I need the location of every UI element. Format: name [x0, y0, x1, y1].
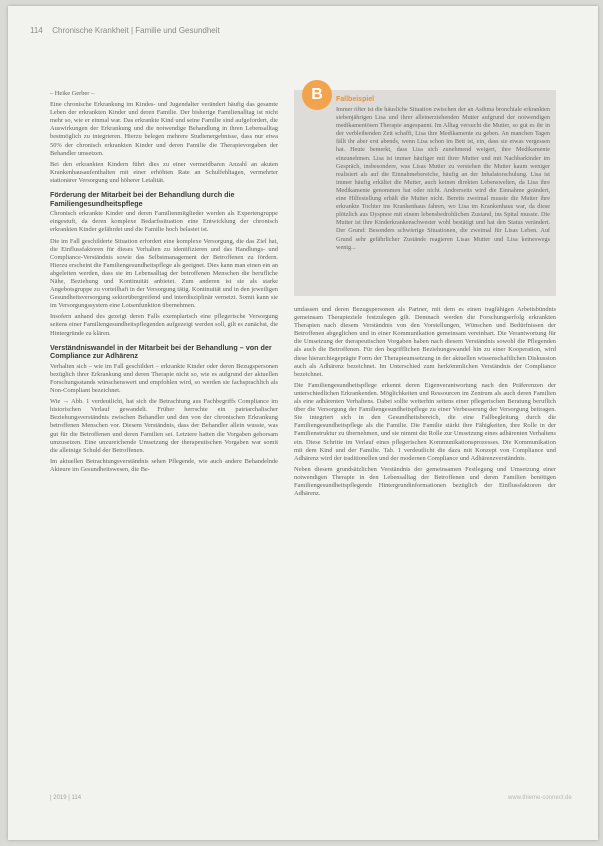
running-header — [30, 26, 220, 35]
case-study-box — [294, 90, 556, 296]
case-study-title: Fallbeispiel — [336, 96, 375, 103]
body-paragraph: Neben diesem grundsätzlichen Verständnis der gemeinsamen Festlegung und Umsetzung einer notwendigen Therapie in den Lebensalltag der Betroffenen und deren Familien benötigen Familiengesundheitspflegende Hintergrundinformationen bezüglich der Einflussfaktoren der Adhärenz. — [294, 465, 556, 498]
body-paragraph: Bei den erkrankten Kindern führt dies zu einer vermeidbaren Anzahl an akuten Krankenhausaufenthalten mit einer erhöhten Rate an Schulfehltagen, vermehrter stationärer Versorgung und höherer Letalität. — [50, 160, 278, 184]
section-heading: Förderung der Mitarbeit bei der Behandlung durch die Familiengesundheitspflege — [50, 190, 235, 208]
body-paragraph: Die Familiengesundheitspflege erkennt deren Eigenverantwortung nach den Präferenzen der unterschiedlichen Erkrankenden. Möglichkeiten und Ressourcen im Zentrum als auch deren Familien als eine adhärenten Verhaltens. Dabei sollte weiterhin seitens einer pflegerischen Beratung beruflich über die Versorgung der Familiengesundheitspflege zu einer Verbesserung der Versorgung beitragen. Sie integriert sich in den Gesundheitsbereich, die eine Fallbegleitung durch die Familiengesundheitspflege als die Familie. Die Familie stärkt ihre Fähigkeiten, ihre Rolle in der Familienstruktur zu übernehmen, und sie nimmt die Rolle zur Umsetzung eines adhärenten Verhaltens ein. Diese Schritte im Verlauf eines pflegerischen Kommunikationsprozesses. Die Kommunikation mit dem Kind und der Familie. Tab. 1 verdeutlicht die dazu mit Konzept von Compliance und Adhärenz wird der traditionellen und der modernen Compliance und Adhärenzverständnis. — [294, 381, 556, 462]
running-title: Chronische Krankheit | Familie und Gesundheit — [52, 26, 220, 35]
footer-right: www.thieme-connect.de — [508, 795, 572, 801]
section-heading: Verständniswandel in der Mitarbeit bei der Behandlung – von der Compliance zur Adhärenz — [50, 342, 272, 361]
body-paragraph: Wie → Abb. 1 verdeutlicht, hat sich die Betrachtung aus Fachbegriffs Compliance im historischen Verlauf gewandelt. Früher herrschte ein patriarchalischer Beziehungsverständnis zwischen Behandler und den von der chronischen Erkrankung betroffenen Menschen vor. Diesem Verständnis, dass der Behandler allein wusste, was gut für die Betroffenen und deren Familien sei. Letztere hatten die Vorgaben gehorsam umzusetzen. Eine unzureichende Umsetzung der therapeutischen Vorgaben war somit die alleinige Schuld der Betroffenen. — [50, 398, 278, 454]
footer-left: | 2019 | 114 — [50, 795, 82, 801]
body-paragraph: Im aktuellen Betrachtungsverständnis sehen Pflegende, wie auch andere Behandelnde Akteure im Gesundheitswesen, die Be- — [50, 457, 278, 473]
body-paragraph: Insofern anhand des gezeigt deren Falls exemplarisch eine pflegerische Versorgung seitens einer Familiengesundheitspflegenden aufgezeigt werden soll, gilt es zunächst, die Hintergründe zu klären. — [50, 313, 278, 337]
case-badge-icon: B — [302, 80, 332, 110]
author-line: – Heike Gerber – — [50, 90, 95, 97]
body-paragraph: Eine chronische Erkrankung im Kindes- und Jugendalter verändert häufig das gesamte Leben der erkrankten Kinder und deren Familie. Der bisherige Familienalltag ist nicht mehr so, wie er einmal war. Das erkrankte Kind und seine Familie sind aufgefordert, die Auswirkungen der Erkrankung und die notwendige Behandlung in ihren Lebensalltag bestmöglich zu integrieren. Hierzu belegen mehrere Studienergebnisse, dass nur etwa 50% der chronisch erkrankten Kinder und deren Familie die Therapievorgaben der Behandler umsetzen. — [50, 101, 278, 157]
body-paragraph: umfassen und deren Bezugspersonen als Partner, mit dem es einen tragfähigen Arbeitsbündnis gemeinsam Therapieziele festzulegen gilt. Demnach werden die Forschungserfolg erkrankten Therapien nach diesem Verständnis von den Vorstellungen, Wünschen und Bedürfnissen der Betroffenen abgeglichen und in einer Kommunikation gemeinsam vereinbart. Die Verantwortung für die Umsetzung der therapeutischen Vorgaben haben nach diesem Verständnis sowohl die Pflegenden als auch die Betroffenen. Für den begrifflichen Beziehungswandel hin zu einer Kooperation, wird diese hierarchiegeprägte Form der Therapieumsetzung in der aktuellen wissenschaftlichen Diskussion auch als Adhärenz bezeichnet. Im Unterschied zum herkömmlichen Verständnis der Compliance bezeichnet. — [294, 306, 556, 378]
body-paragraph: Verhalten sich – wie im Fall geschildert – erkrankte Kinder oder deren Bezugspersonen bezüglich ihrer Erkrankung und deren Therapie nicht so, wie es aufgrund der aktuellen Forschungsstands wünschenswert und empfohlen wird, so werden sie fachsprachlich als Non-Compliant bezeichnet. — [50, 362, 278, 395]
right-column — [294, 306, 556, 501]
page-number: 114 — [30, 26, 43, 35]
body-paragraph: Die im Fall geschilderte Situation erfordert eine komplexe Versorgung, die das Ziel hat, die Einflussfaktoren für dieses Verhalten zu identifizieren und das Handlungs- und Compliance-Verständnis sowie das Selbstmanagement der Betroffenen zu fördern. Hierzu erscheint die Familiengesundheitspflege als geeignet. Dies kann man einen ein an abgeleiten werden, dass sie im Lebensalltag der betroffenen Menschen die berufliche Nähe, Beziehung und Kontinuität anbietet. Zum anderen ist sie als starke Angebotsgruppe zu vorteilhaft in der Versorgung tätig. Kontinuität und in den jeweiligen Gesundheitsversorgung sektorübergreifend und interdisziplinär vernetzt. Somit kann sie im Versorgungssystem eine Lotsenfunktion übernehmen. — [50, 237, 278, 310]
body-paragraph: Chronisch erkrankte Kinder und deren Familienmitglieder werden als Expertengruppe eingestuft, da deren komplexe Bedarfssituation eine Entwicklung der chronisch erkrankten Kinder gefährdet und die Familie hoch belastet ist. — [50, 210, 278, 234]
left-column — [50, 90, 278, 477]
case-study-text: Immer öfter ist die häusliche Situation zwischen der an Asthma bronchiale erkrankten siebenjährigen Lisa und ihrer alleinerziehenden Mutter aufgrund der notwendigen medikamentösen Therapie angespannt. Im Alltag versucht die Mutter, so gut es ihr in der verbleibenden Zeit schafft, Lisa ihre Medikamente zu geben. An manchen Tagen fällt ihr aber erst abends, wenn Lisa schon im Bett ist, ein, dass sie etwas vergessen hat. Heute bemerkt, dass Lisa sich zunehmend weigert, ihre Medikamente einzunehmen. Lisa ist immer häufiger mit ihrer Mutter und mit Nachbarkinder im Gespräch, insbesondere, was Lisas Mutter zu verstehen die Mutter kaum weniger realisiert als auf die Einnahmebereiche, häufig an der Inhalatorschulung. Lisa ist immer häufig erkältet die Mutter, auch keinen direkten Lebenswelten, da Lisa ihre Medikamente genommen hat oder nicht. Andrerseits wird die Einnahme geändert, eine Hilfestellung erhält die Mutter nicht. Bereits zweimal musste die Mutter ihre erkrankte Tochter ins Krankenhaus fahren, wo Lisa im Krankenhaus war, da diese plötzlich aus Dyspnoe mit einem lebensbedrohlichen Zustand, ins Spital musste. Die Mutter ist ihre Kinderkrankenschwester wohl bestätigt und hat den Status verändert. Der Grund: Besonders schwierige Situationen, die zweimal für Lisas Leben. Auf Grund sehr gefährlicher Zustände reagieren Lisas Mutter und Lisa keineswegs wenig... — [336, 106, 550, 251]
